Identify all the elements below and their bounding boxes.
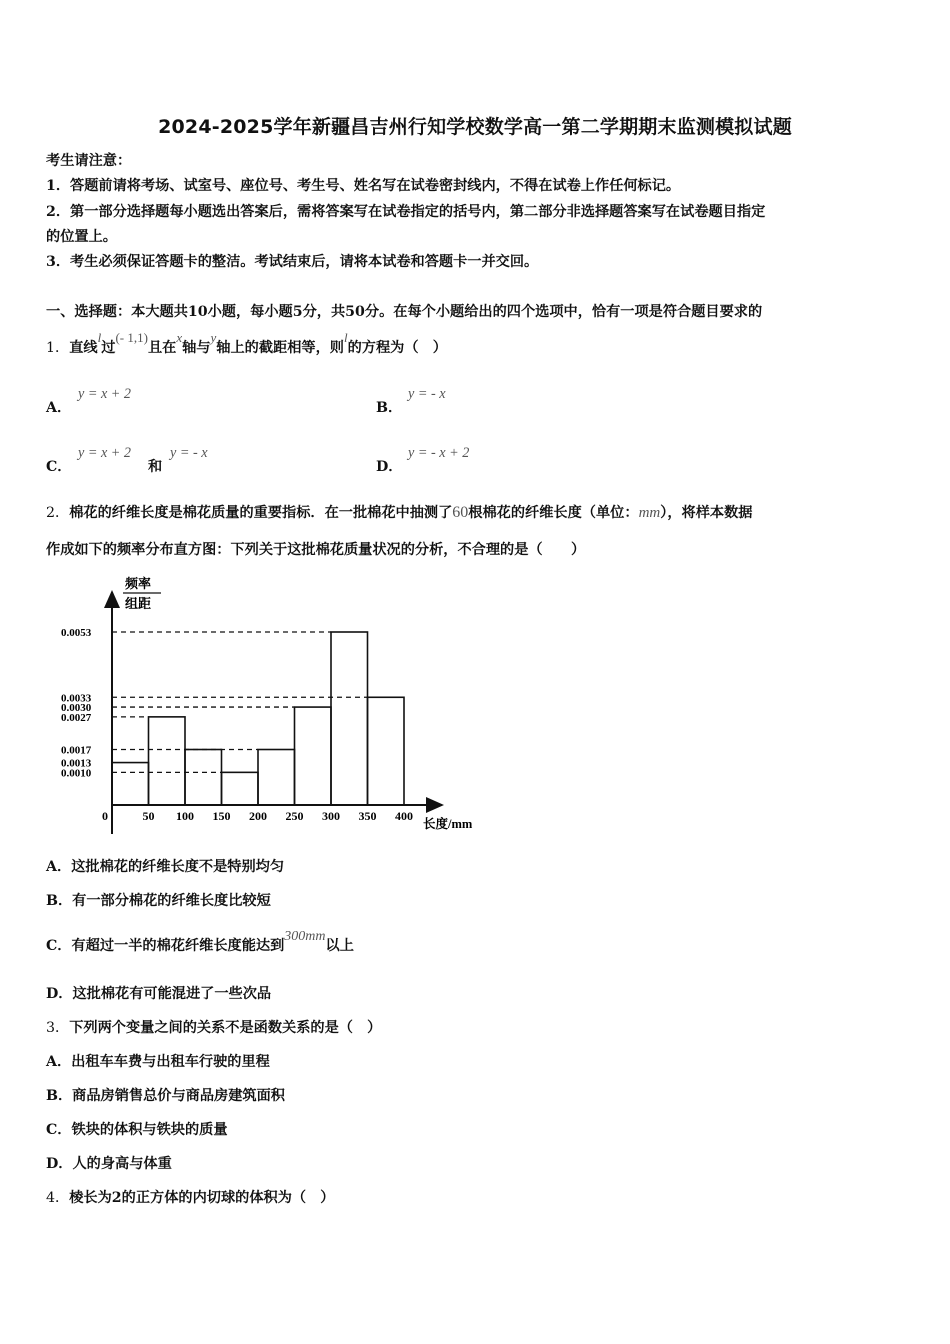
math-y: y — [210, 330, 217, 345]
notice-item: 1．答题前请将考场、试室号、座位号、考生号、姓名写在试卷密封线内，不得在试卷上作任何标记。 — [46, 178, 681, 194]
y-tick-label: 0.0027 — [61, 711, 92, 724]
math-mm: mm — [638, 505, 661, 521]
section-heading: 一、选择题：本大题共10小题，每小题5分，共50分。在每个小题给出的四个选项中，恰有一项是符合题目要求的 — [46, 304, 763, 320]
x-tick-label: 400 — [395, 809, 413, 823]
y-tick-label: 0.0013 — [61, 757, 92, 770]
q2-option-c-text: 以上 — [325, 938, 354, 954]
q1-text: 轴与 — [182, 340, 211, 356]
histogram-bar — [149, 717, 186, 805]
math-l: l — [97, 330, 102, 345]
y-tick-label: 0.0030 — [61, 702, 92, 715]
y-tick-label: 0.0053 — [61, 627, 92, 639]
page-title: 2024-2025学年新疆昌吉州行知学校数学高一第二学期期末监测模拟试题 — [158, 116, 792, 138]
q1-option-d-label: D． — [376, 459, 403, 475]
q1-option-c-and: 和 — [148, 459, 163, 475]
q1-option-c-2: y = - x — [170, 445, 208, 461]
x-tick-label: 200 — [249, 809, 267, 823]
math-point: (- 1,1) — [115, 330, 148, 345]
q1-text: 且在 — [147, 340, 177, 356]
q1-text: 过 — [101, 340, 116, 356]
math-l: l — [343, 330, 348, 345]
q1-option-c-1: y = x + 2 — [78, 445, 132, 461]
q1-option-a: y = x + 2 — [78, 386, 132, 402]
question-number: 2． — [46, 505, 70, 521]
q1-option-b: y = - x — [408, 386, 446, 402]
q1-text: 直线 — [69, 340, 98, 356]
q1-option-a-label: A． — [46, 400, 72, 416]
q1-text: 的方程为（ ） — [347, 340, 447, 356]
x-tick-label: 150 — [212, 809, 231, 823]
q2-option-c-text: C．有超过一半的棉花纤维长度能达到 — [46, 938, 285, 954]
q4-text: 棱长为2的正方体的内切球的体积为（ ） — [69, 1190, 335, 1206]
q1-option-c-label: C． — [46, 459, 72, 475]
notice-header: 考生请注意： — [46, 153, 132, 169]
q2-text: ），将样本数据 — [660, 505, 753, 521]
y-axis-label-bottom: 组距 — [125, 596, 152, 611]
histogram-bar — [295, 707, 332, 805]
frequency-histogram — [55, 572, 495, 837]
histogram-bar — [112, 763, 149, 805]
q2-option-d: D．这批棉花有可能混进了一些次品 — [46, 986, 272, 1002]
question-1-stem — [46, 330, 447, 358]
histogram-bar — [222, 772, 259, 805]
q1-option-d: y = - x + 2 — [408, 445, 470, 461]
math-x: x — [176, 330, 183, 345]
q2-text: 棉花的纤维长度是棉花质量的重要指标．在一批棉花中抽测了 — [69, 505, 453, 521]
q2-option-b: B．有一部分棉花的纤维长度比较短 — [46, 893, 271, 909]
y-tick-label: 0.0010 — [61, 767, 92, 780]
x-axis-label: 长度/mm — [423, 817, 473, 831]
x-tick-label: 250 — [285, 809, 304, 823]
q1-text: 轴上的截距相等，则 — [216, 340, 344, 356]
q2-option-c — [46, 929, 354, 957]
q2-text: 根棉花的纤维长度（单位： — [468, 505, 639, 521]
notice-item: 的位置上。 — [46, 229, 117, 245]
notice-item: 3．考生必须保证答题卡的整洁。考试结束后，请将本试卷和答题卡一并交回。 — [46, 254, 539, 270]
question-3-stem — [46, 1018, 381, 1038]
q2-option-a: A．这批棉花的纤维长度不是特别均匀 — [46, 859, 285, 875]
question-number: 1． — [46, 340, 70, 356]
question-4-stem — [46, 1188, 334, 1208]
question-number: 4． — [46, 1190, 70, 1206]
question-2-line-2: 作成如下的频率分布直方图：下列关于这批棉花质量状况的分析，不合理的是（ ） — [46, 542, 586, 558]
question-number: 3． — [46, 1020, 70, 1036]
histogram-bar — [368, 697, 405, 805]
y-tick-label: 0.0033 — [61, 692, 92, 705]
histogram-bar — [185, 750, 222, 805]
q3-option-d: D．人的身高与体重 — [46, 1156, 172, 1172]
x-tick-label: 300 — [322, 809, 340, 823]
q3-text: 下列两个变量之间的关系不是函数关系的是（ ） — [69, 1020, 382, 1036]
q3-option-a: A．出租车车费与出租车行驶的里程 — [46, 1054, 270, 1070]
q1-option-b-label: B． — [376, 400, 403, 416]
origin-label: 0 — [102, 809, 108, 823]
q3-option-b: B．商品房销售总价与商品房建筑面积 — [46, 1088, 285, 1104]
q3-option-c: C．铁块的体积与铁块的质量 — [46, 1122, 228, 1138]
histogram-bar — [331, 632, 368, 805]
x-tick-label: 350 — [358, 809, 377, 823]
y-tick-label: 0.0017 — [61, 744, 92, 757]
x-tick-label: 50 — [142, 809, 155, 823]
y-axis-label-top: 频率 — [125, 576, 152, 591]
x-tick-label: 100 — [176, 809, 194, 823]
notice-item: 2．第一部分选择题每小题选出答案后，需将答案写在试卷指定的括号内，第二部分非选择题答案写在试卷题目指定 — [46, 204, 766, 220]
question-2-line-1 — [46, 503, 752, 523]
math-300mm: 300mm — [284, 929, 326, 944]
math-60: 60 — [452, 504, 469, 521]
histogram-bar — [258, 750, 295, 805]
